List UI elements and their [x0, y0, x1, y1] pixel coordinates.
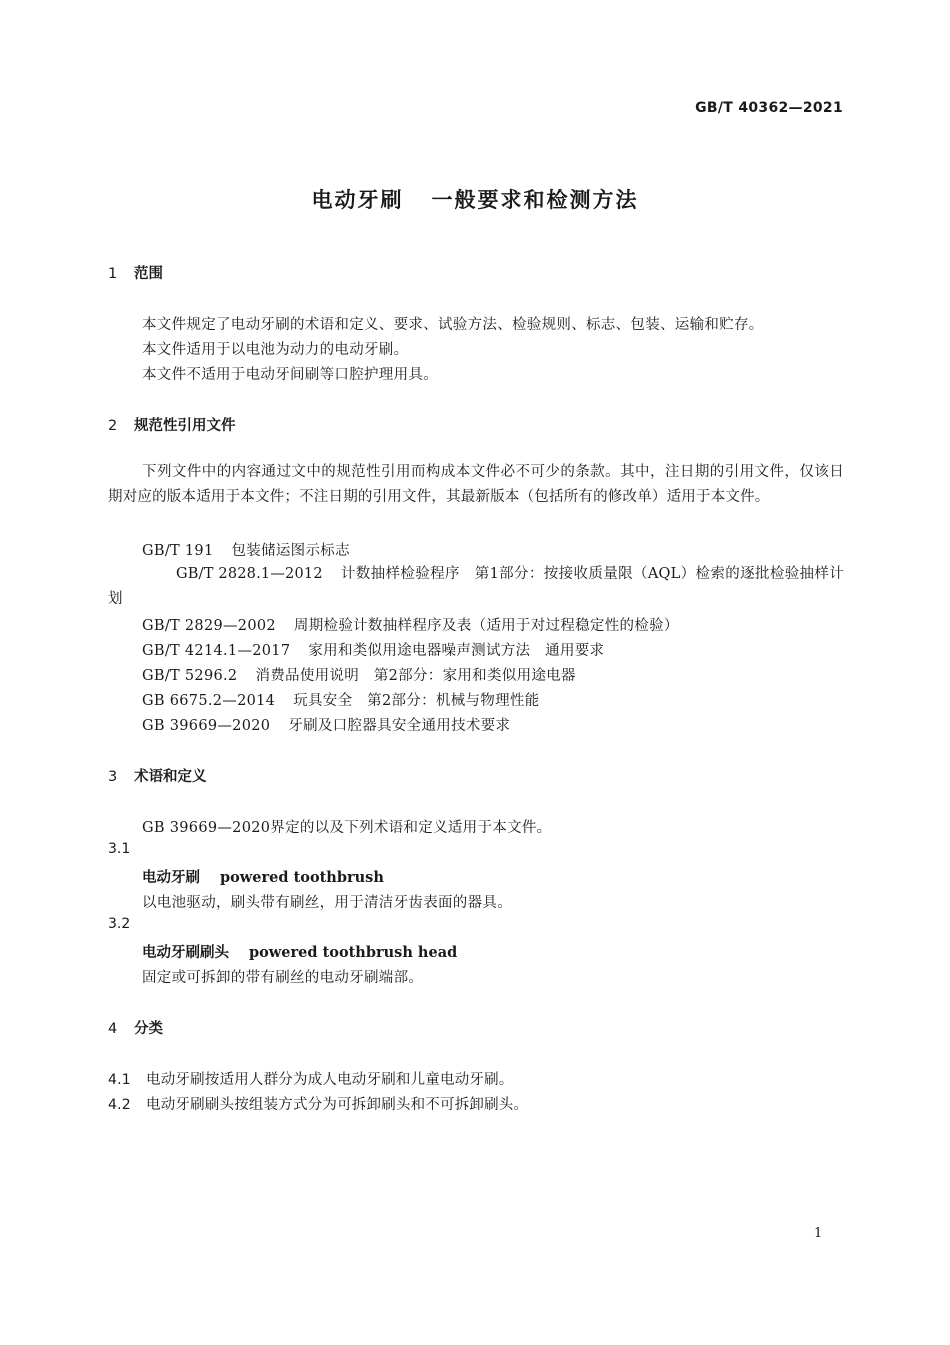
paragraph: 下列文件中的内容通过文中的规范性引用而构成本文件必不可少的条款。其中，注日期的引用文件，仅该日期对应的版本适用于本文件；不注日期的引用文件，其最新版本（包括所有的修改单）适用于本文件。 — [108, 464, 844, 505]
clause-number: 4.2 — [108, 1097, 131, 1113]
reference-item — [142, 639, 604, 660]
section-number: 2 — [108, 418, 118, 434]
reference-item — [108, 562, 844, 612]
title-part-2: 一般要求和检测方法 — [431, 188, 639, 212]
section-1-heading — [108, 262, 163, 283]
clause-text: 电动牙刷按适用人群分为成人电动牙刷和儿童电动牙刷。 — [146, 1072, 514, 1088]
document-title — [0, 184, 950, 214]
section-title: 规范性引用文件 — [134, 418, 236, 434]
paragraph: 本文件规定了电动牙刷的术语和定义、要求、试验方法、检验规则、标志、包装、运输和贮存。 — [142, 317, 764, 333]
section-number: 4 — [108, 1021, 118, 1037]
reference-code: GB/T 4214.1—2017 — [142, 643, 291, 659]
reference-item — [142, 539, 350, 560]
clause — [108, 1093, 528, 1114]
reference-code: GB 6675.2—2014 — [142, 693, 276, 709]
term-entry — [142, 941, 457, 962]
reference-code: GB 39669—2020 — [142, 718, 271, 734]
term-definition: 固定或可拆卸的带有刷丝的电动牙刷端部。 — [142, 970, 424, 986]
reference-code: GB/T 2829—2002 — [142, 618, 276, 634]
section-title: 术语和定义 — [134, 769, 207, 785]
section-4-heading — [108, 1017, 163, 1038]
section-3-heading — [108, 765, 207, 786]
section-2-heading — [108, 414, 236, 435]
reference-title: 家用和类似用途电器噪声测试方法 通用要求 — [308, 643, 605, 659]
term-english: powered toothbrush head — [249, 944, 458, 961]
section-number: 3 — [108, 769, 118, 785]
reference-title: 牙刷及口腔器具安全通用技术要求 — [288, 718, 511, 734]
reference-item — [142, 664, 576, 685]
reference-code: GB/T 2828.1—2012 — [176, 566, 323, 582]
paragraph: GB 39669—2020界定的以及下列术语和定义适用于本文件。 — [142, 820, 552, 836]
term-number: 3.2 — [108, 916, 131, 932]
term-chinese: 电动牙刷 — [142, 869, 200, 886]
reference-item — [142, 689, 540, 710]
paragraph: 本文件不适用于电动牙间刷等口腔护理用具。 — [142, 367, 438, 383]
reference-code: GB/T 5296.2 — [142, 668, 238, 684]
term-definition: 以电池驱动，刷头带有刷丝，用于清洁牙齿表面的器具。 — [142, 895, 512, 911]
clause-text: 电动牙刷刷头按组装方式分为可拆卸刷头和不可拆卸刷头。 — [146, 1097, 529, 1113]
reference-title: 消费品使用说明 第2部分：家用和类似用途电器 — [255, 668, 576, 684]
term-number: 3.1 — [108, 841, 131, 857]
standard-number: GB/T 40362—2021 — [695, 100, 843, 116]
term-chinese: 电动牙刷刷头 — [142, 944, 229, 961]
paragraph: 本文件适用于以电池为动力的电动牙刷。 — [142, 342, 409, 358]
reference-title: 包装储运图示标志 — [231, 543, 350, 559]
reference-title: 玩具安全 第2部分：机械与物理性能 — [293, 693, 540, 709]
reference-code: GB/T 191 — [142, 543, 214, 559]
term-english: powered toothbrush — [220, 869, 384, 886]
section-title: 分类 — [134, 1021, 163, 1037]
reference-item — [142, 614, 679, 635]
clause — [108, 1068, 514, 1089]
clause-number: 4.1 — [108, 1072, 131, 1088]
page-number: 1 — [814, 1226, 823, 1241]
reference-title: 计数抽样检验程序 第1部分：按接收质量限（AQL）检索的逐批检验抽样计划 — [108, 566, 844, 607]
title-part-1: 电动牙刷 — [311, 188, 404, 212]
section-number: 1 — [108, 266, 118, 282]
section-title: 范围 — [134, 266, 163, 282]
reference-title: 周期检验计数抽样程序及表（适用于对过程稳定性的检验） — [293, 618, 679, 634]
term-entry — [142, 866, 384, 887]
reference-item — [142, 714, 510, 735]
